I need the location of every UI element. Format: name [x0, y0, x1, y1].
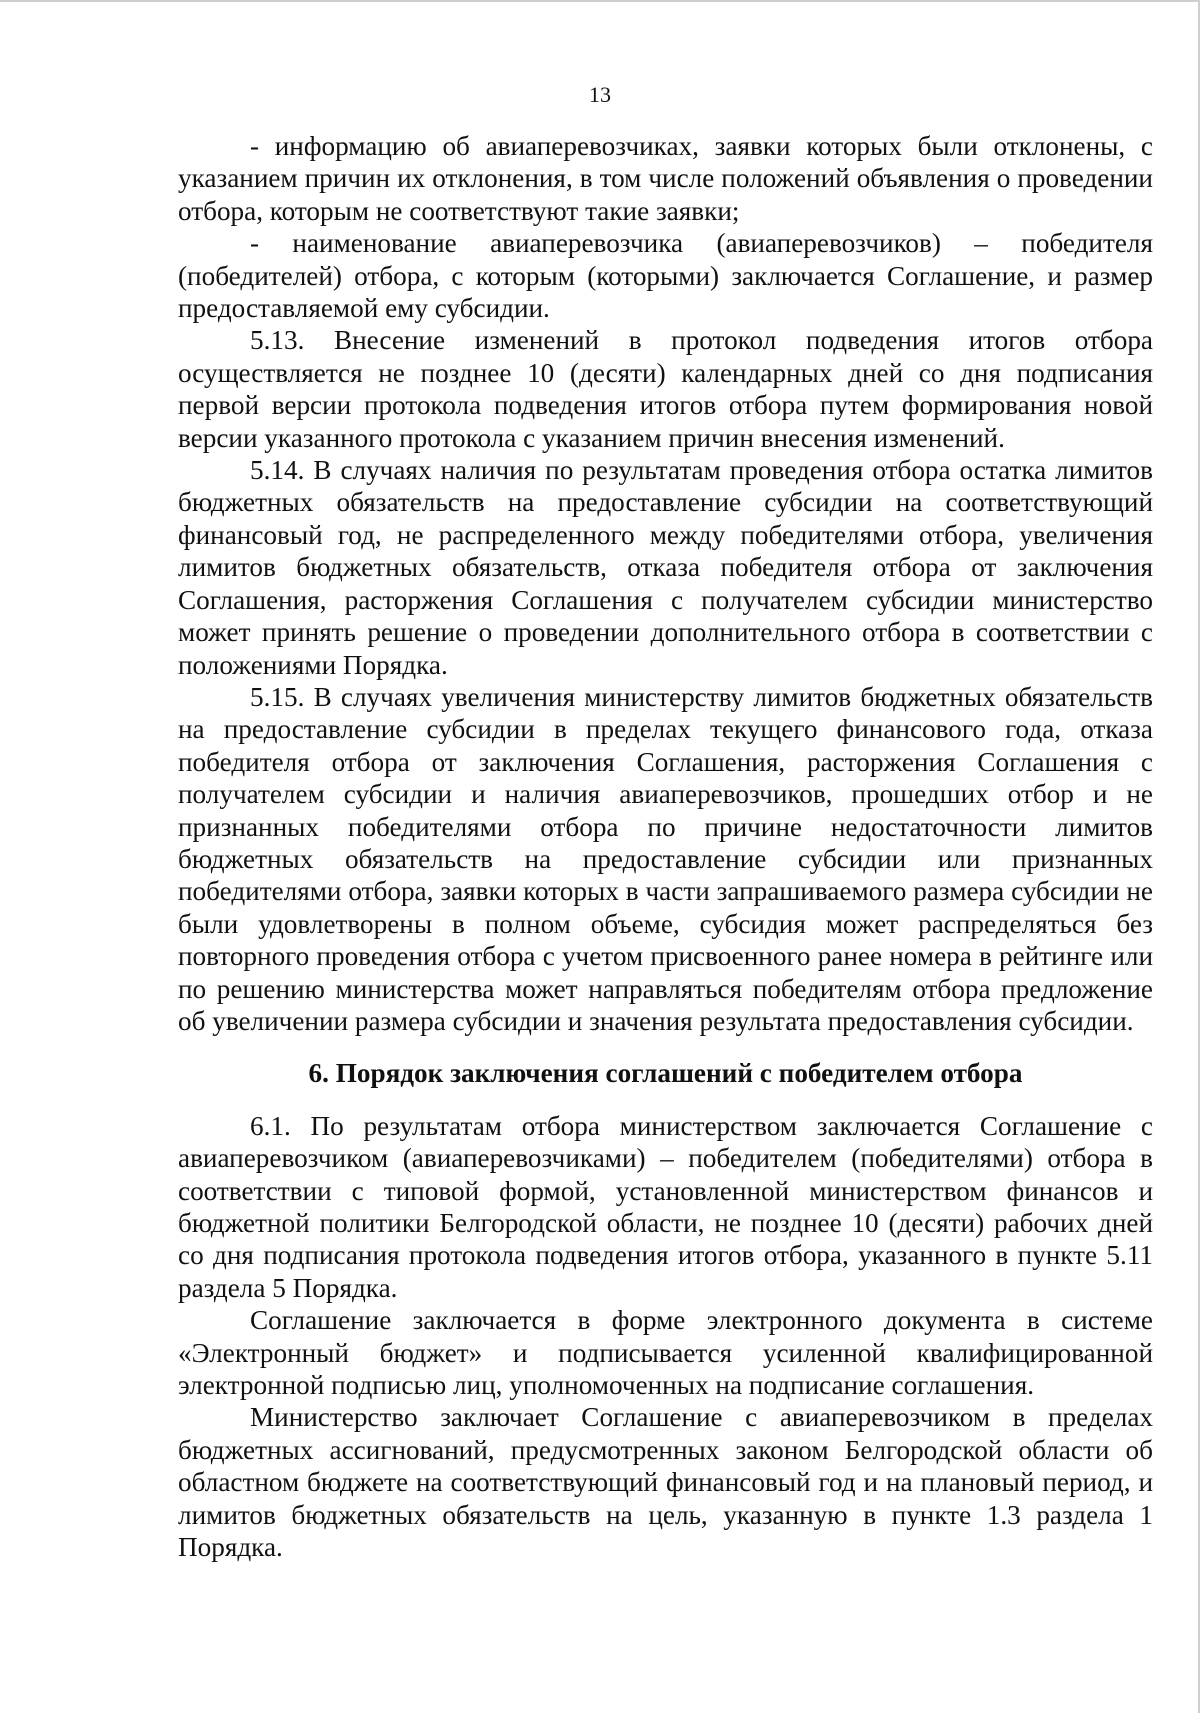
paragraph-rejected-carriers: - информацию об авиаперевозчиках, заявки которых были отклонены, с указанием причин их отклонения, в том числе положений объявления о проведении отбора, которым не соответствуют такие заявки;: [178, 131, 1153, 226]
paragraph-5-14: 5.14. В случаях наличия по результатам проведения отбора остатка лимитов бюджетных обязательств на предоставление субсидии на соответствующий финансовый год, не распределенного между победителями отбора, увеличения лимитов бюджетных обязательств, отказа победителя отбора от заключения Соглашения, расторжения Соглашения с получателем субсидии министерство может принять решение о проведении дополнительного отбора в соответствии с положениями Порядка.: [178, 455, 1153, 680]
paragraph-electronic-form: Соглашение заключается в форме электронного документа в системе «Электронный бюджет» и подписывается усиленной квалифицированной электронной подписью лиц, уполномоченных на подписание соглашения.: [178, 1305, 1153, 1401]
page-number: 13: [589, 82, 611, 107]
section-heading-6: 6. Порядок заключения соглашений с победителем отбора: [308, 1058, 1023, 1089]
document-body: [178, 130, 1153, 1563]
paragraph-winner-name: - наименование авиаперевозчика (авиаперевозчиков) – победителя (победителей) отбора, с которым (которыми) заключается Соглашение, и размер предоставляемой ему субсидии.: [178, 228, 1153, 324]
paragraph-5-13: 5.13. Внесение изменений в протокол подведения итогов отбора осуществляется не позднее 10 (десяти) календарных дней со дня подписания первой версии протокола подведения итогов отбора путем формирования новой версии указанного протокола с указанием причин внесения изменений.: [178, 325, 1153, 453]
paragraph-5-15: 5.15. В случаях увеличения министерству лимитов бюджетных обязательств на предоставление субсидии в пределах текущего финансового года, отказа победителя отбора от заключения Соглашения, расторжения Соглашения с получателем субсидии и наличия авиаперевозчиков, прошедших отбор и не признанных победителями отбора по причине недостаточности лимитов бюджетных обязательств на предоставление субсидии или признанных победителями отбора, заявки которых в части запрашиваемого размера субсидии не были удовлетворены в полном объеме, субсидия может распределяться без повторного проведения отбора с учетом присвоенного ранее номера в рейтинге или по решению министерства может направляться победителям отбора предложение об увеличении размера субсидии и значения результата предоставления субсидии.: [178, 681, 1153, 1036]
paragraph-6-1: 6.1. По результатам отбора министерством заключается Соглашение с авиаперевозчиком (авиаперевозчиками) – победителем (победителями) отбора в соответствии с типовой формой, установленной министерством финансов и бюджетной политики Белгородской области, не позднее 10 (десяти) рабочих дней со дня подписания протокола подведения итогов отбора, указанного в пункте 5.11 раздела 5 Порядка.: [178, 1110, 1153, 1303]
paragraph-budget-limits: Министерство заключает Соглашение с авиаперевозчиком в пределах бюджетных ассигнований, предусмотренных законом Белгородской области об областном бюджете на соответствующий финансовый год и на плановый период, и лимитов бюджетных обязательств на цель, указанную в пункте 1.3 раздела 1 Порядка.: [178, 1402, 1153, 1563]
